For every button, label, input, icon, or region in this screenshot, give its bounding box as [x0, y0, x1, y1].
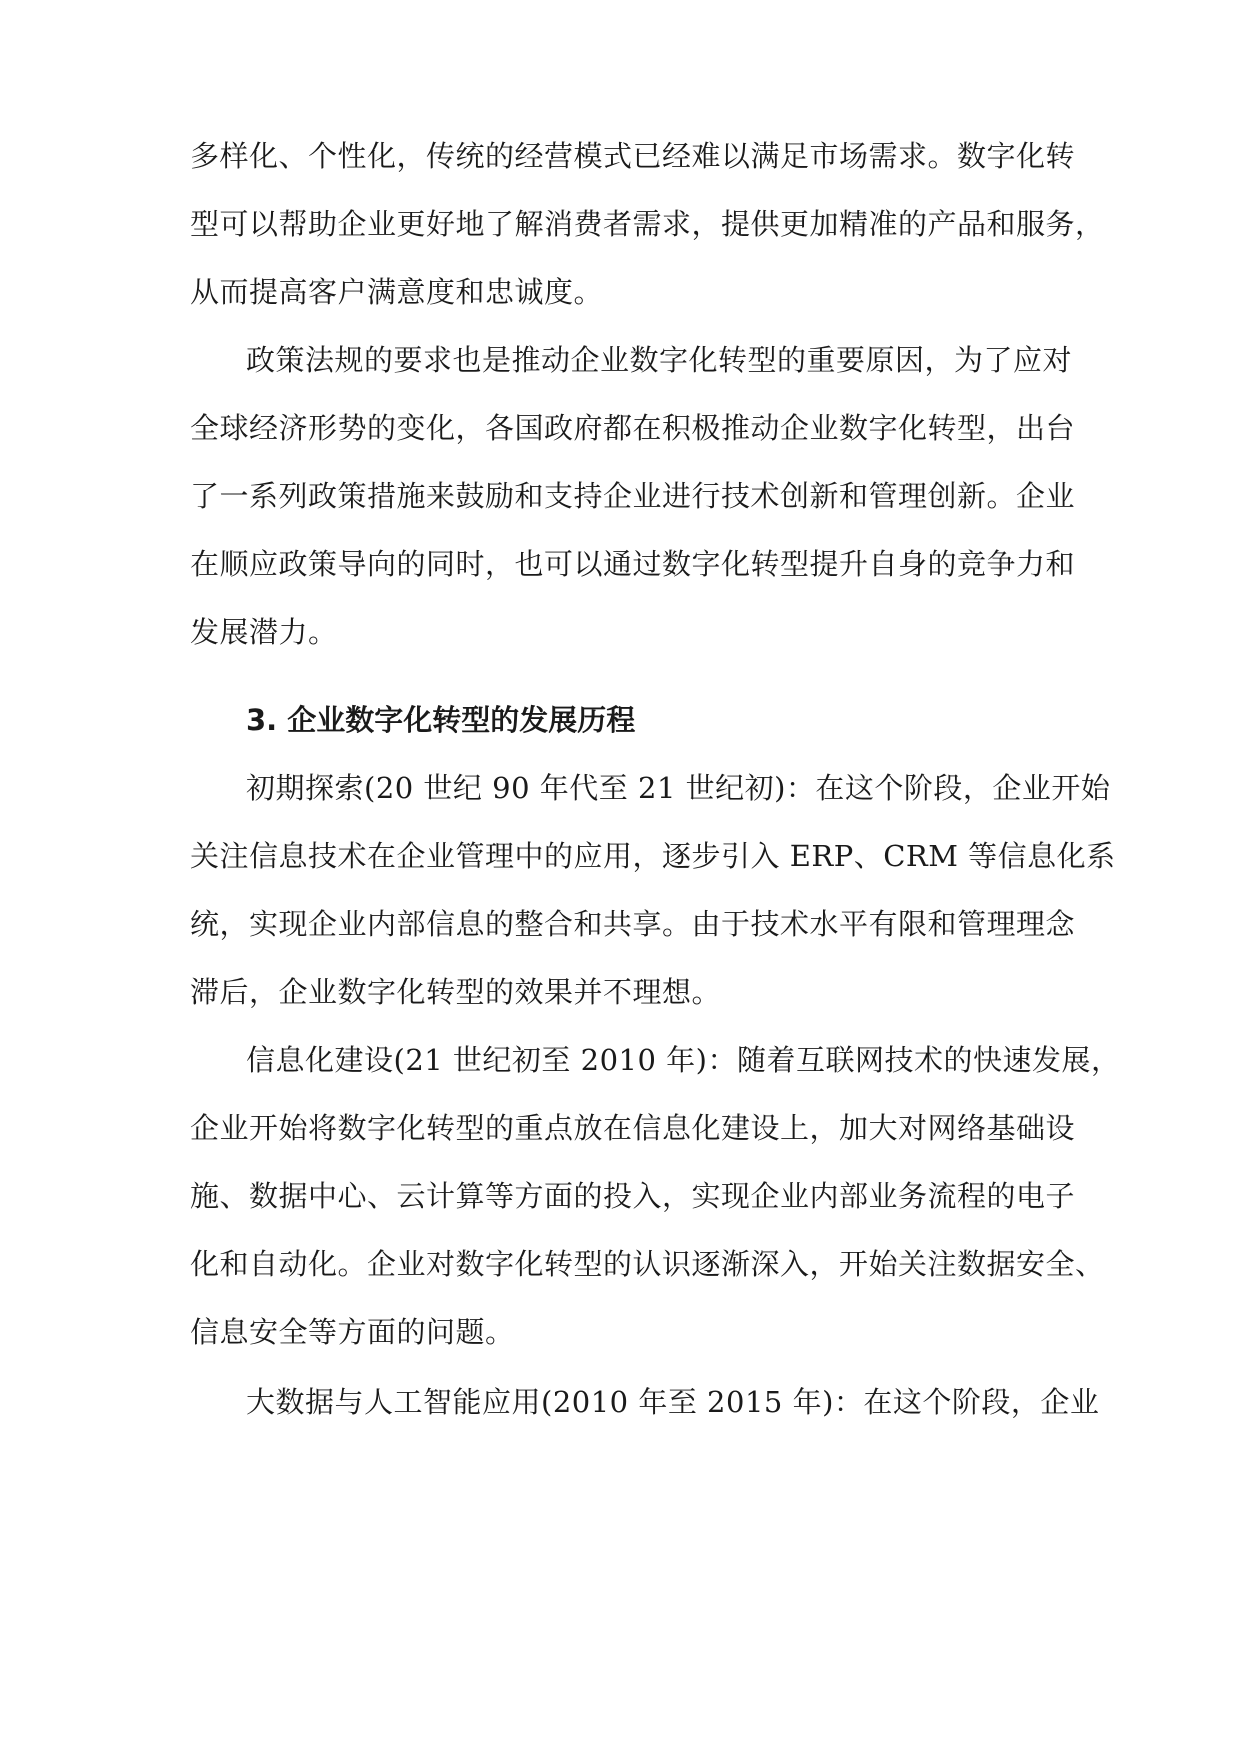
para4-line-5: 信息安全等方面的问题。: [190, 1315, 515, 1349]
para2-line-2: 全球经济形势的变化，各国政府都在积极推动企业数字化转型，出台: [190, 411, 1076, 445]
para4-line-2: 企业开始将数字化转型的重点放在信息化建设上，加大对网络基础设: [190, 1111, 1076, 1145]
para3-line-4: 滞后，企业数字化转型的效果并不理想。: [190, 975, 722, 1009]
para2-line-1: 政策法规的要求也是推动企业数字化转型的重要原因，为了应对: [246, 343, 1073, 377]
para2-line-4: 在顺应政策导向的同时，也可以通过数字化转型提升自身的竞争力和: [190, 547, 1076, 581]
para4-line-3: 施、数据中心、云计算等方面的投入，实现企业内部业务流程的电子: [190, 1179, 1076, 1213]
para4-line-1: 信息化建设(21 世纪初至 2010 年)：随着互联网技术的快速发展，: [246, 1043, 1121, 1077]
para2-line-3: 了一系列政策措施来鼓励和支持企业进行技术创新和管理创新。企业: [190, 479, 1076, 513]
para1-line-2: 型可以帮助企业更好地了解消费者需求，提供更加精准的产品和服务，: [190, 207, 1105, 241]
para3-line-1: 初期探索(20 世纪 90 年代至 21 世纪初)：在这个阶段，企业开始: [246, 771, 1111, 805]
para3-line-3: 统，实现企业内部信息的整合和共享。由于技术水平有限和管理理念: [190, 907, 1076, 941]
para1-line-3: 从而提高客户满意度和忠诚度。: [190, 275, 604, 309]
para5-line-1: 大数据与人工智能应用(2010 年至 2015 年)：在这个阶段，企业: [246, 1385, 1100, 1419]
para3-line-2: 关注信息技术在企业管理中的应用，逐步引入 ERP、CRM 等信息化系: [190, 839, 1116, 873]
section-heading: 3. 企业数字化转型的发展历程: [246, 703, 636, 737]
para1-line-1: 多样化、个性化，传统的经营模式已经难以满足市场需求。数字化转: [190, 139, 1076, 173]
para2-line-5: 发展潜力。: [190, 615, 338, 649]
para4-line-4: 化和自动化。企业对数字化转型的认识逐渐深入，开始关注数据安全、: [190, 1247, 1105, 1281]
